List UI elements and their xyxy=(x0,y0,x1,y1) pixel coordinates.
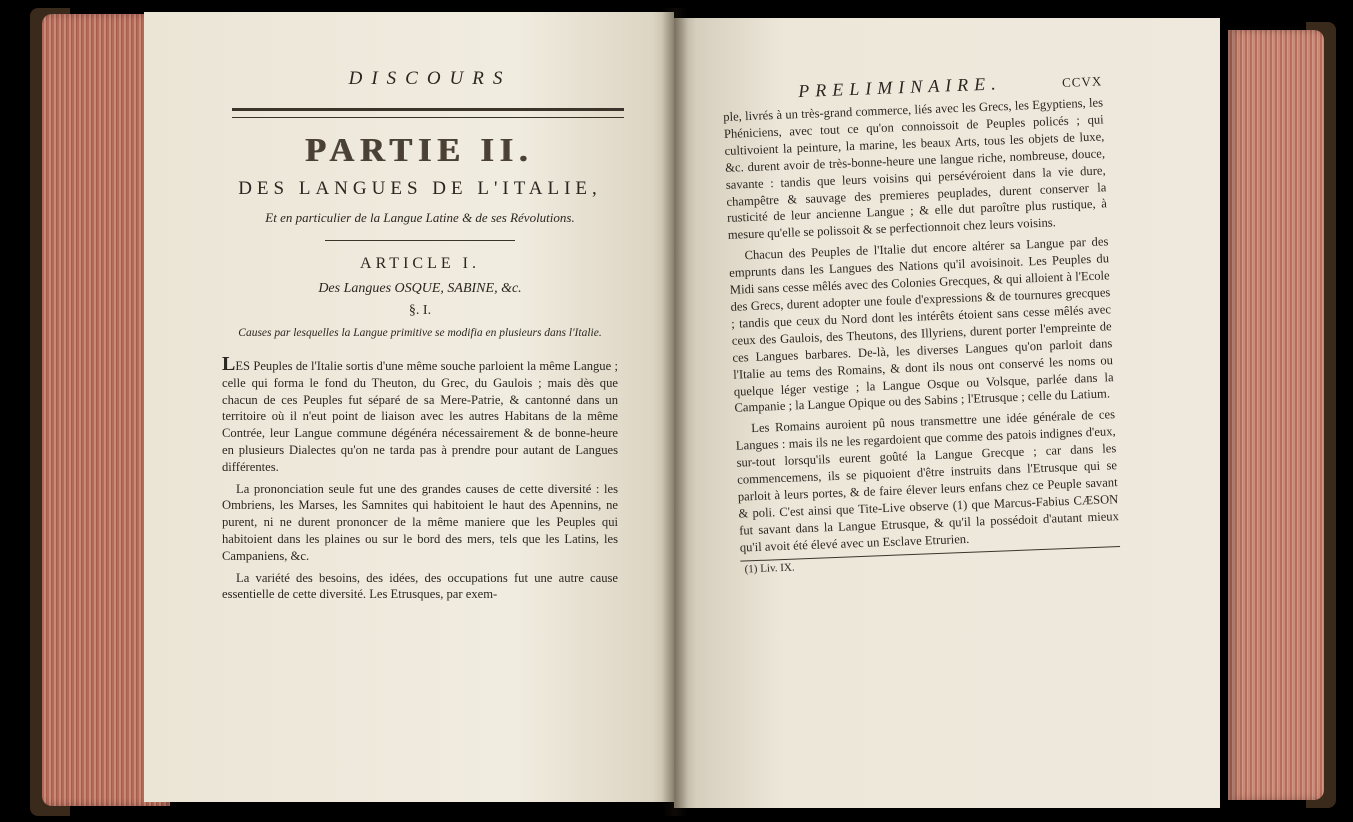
paragraph: Chacun des Peuples de l'Italie dut encore altérer sa Langue par des emprunts dans les Langues des Nations qu'il avoisinoit. Les Peuples du Midi sans cesse mêlés avec des Colonies Grecques, & qui alloient à l'Ecole des Grecs, durent adopter une foule d'expressions & de tournures grecques ; tandis que ceux du Nord dont les intérêts étoient sans cesse mêlés avec ceux des Gaulois, des Theutons, des Illyriens, durent porter l'empreinte de ces Langues barbares. De-là, les diverses Langues qu'on parloit dans l'Italie au tems des Romains, & dont ils nous ont conservé les noms ou quelque léger vestige ; la Langue Osque ou Volsque, parlée dans la Campanie ; la Langue Opique ou des Sabins ; l'Etrusque ; celle du Latium. xyxy=(728,234,1114,416)
paragraph-text: ES Peuples de l'Italie sortis d'une même souche parloient la même Langue ; celle qui forma le fond du Theuton, du Grec, du Gaulois ; mais dès que chacun de ces Peuples fut séparé de sa Mere-Patrie, & cantonné dans un territoire où il n'eut point de liaison avec les autres Habitans de la même Contrée, leur Langue commune dégénéra nécessairement & de bonne-heure en plusieurs Dialectes qu'on ne tarda pas à prendre pour autant de Langues différentes. xyxy=(222,359,618,474)
right-page-content xyxy=(722,69,1121,575)
paragraph: La prononciation seule fut une des grandes causes de cette diversité : les Ombriens, les Marses, les Samnites qui habitoient le haut des Apennins, ne purent, ni ne durent prononcer de la même maniere que les Peuples qui habitoient dans les plaines ou sur le bord des mers, tels que les Latins, les Campaniens, &c. xyxy=(222,481,618,563)
footnote: (1) Liv. IX. xyxy=(744,561,795,576)
paragraph: ple, livrés à un très-grand commerce, liés avec les Grecs, les Egyptiens, les Phéniciens, avec tout ce qu'on connoissoit de Peuples policés ; qui cultivoient la peinture, la marine, les beaux Arts, tous les objets de luxe, &c. durent avoir de très-bonne-heure une langue riche, nombreuse, douce, savante : tandis que leurs voisins qui persévéroient dans la vie dure, champêtre & sauvage des premieres peuplades, durent conserver la rusticité de leur ancienne Langue ; & elle dut paroître plus rustique, à mesure qu'elle se polissoit & se perfectionnoit chez leurs voisins. xyxy=(722,95,1108,243)
left-body-text xyxy=(222,353,618,603)
right-body-text xyxy=(723,94,1120,556)
page-edges-right xyxy=(1228,30,1324,800)
book-gutter xyxy=(662,8,688,816)
double-rule xyxy=(232,108,624,118)
running-head-left: DISCOURS xyxy=(348,68,512,89)
part-subtitle: DES LANGUES DE L'ITALIE, xyxy=(238,178,602,199)
paragraph: Les Romains auroient pû nous transmettre une idée générale de ces Langues : mais ils ne les regardoient que comme des patois indignes d'eux, sur-tout lorsqu'ils eurent goûté la Langue Grecque ; car dans les commencemens, ils se piquoient d'être instruits dans l'Etrusque qui se parloit à leurs portes, & de faire élever leurs enfans chez ce Peuple savant & poli. C'est ainsi que Tite-Live observe (1) que Marcus-Fabius CÆSON fut savant dans la Langue Etrusque, & qu'il la possédoit d'autant mieux qu'il avoit été élevé avec un Esclave Etrurien. xyxy=(735,407,1120,555)
paragraph: La variété des besoins, des idées, des occupations fut une autre cause essentielle de cette diversité. Les Etrusques, par exem- xyxy=(222,570,618,602)
section-number: §. I. xyxy=(408,303,432,318)
running-head-title: PRELIMINAIRE. xyxy=(797,73,1003,102)
part-title: PARTIE II. xyxy=(305,132,535,169)
page-number: CCVX xyxy=(1061,73,1103,90)
paragraph xyxy=(222,353,618,476)
article-heading: ARTICLE I. xyxy=(360,255,480,272)
left-page-content xyxy=(222,68,618,608)
part-description: Et en particulier de la Langue Latine & de ses Révolutions. xyxy=(265,210,575,225)
article-subtitle: Des Langues OSQUE, SABINE, &c. xyxy=(318,281,522,296)
section-title: Causes par lesquelles la Langue primitive se modifia en plusieurs dans l'Italie. xyxy=(238,327,602,339)
drop-cap: L xyxy=(222,353,236,375)
separator-rule xyxy=(325,240,515,241)
